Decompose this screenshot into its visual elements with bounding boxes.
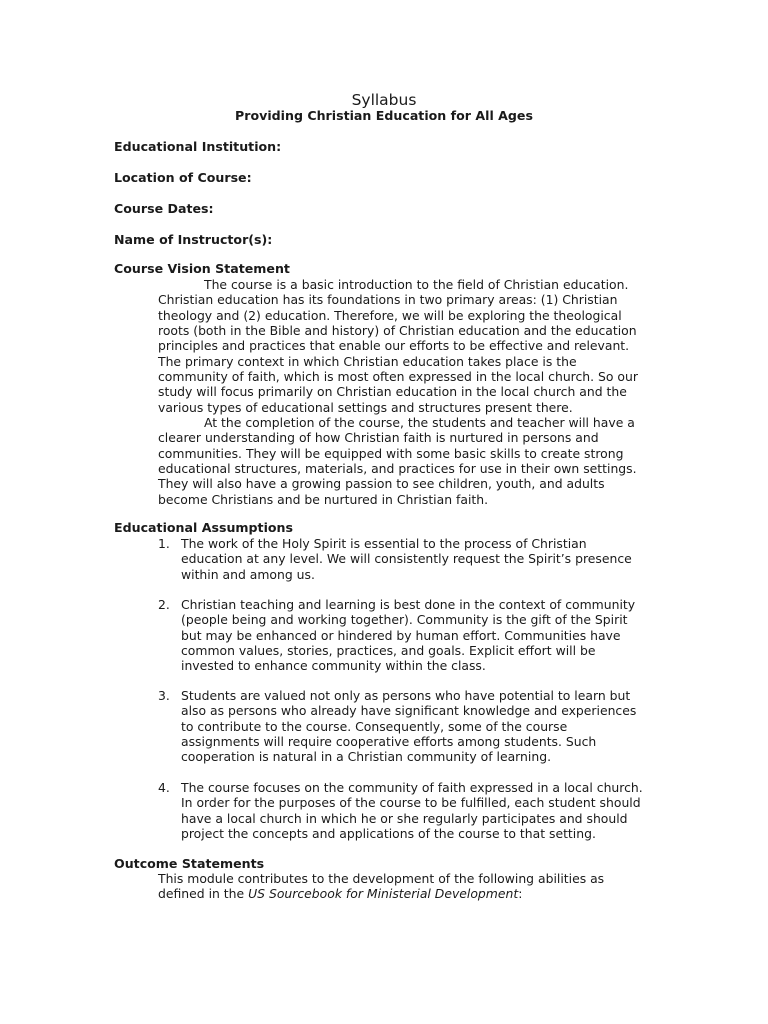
vision-p1-line: theology and (2) education. Therefore, we will be exploring the theological (158, 307, 622, 323)
vision-p1-line: principles and practices that enable our efforts to be effective and relevant. (158, 338, 630, 354)
list-number: 1. (158, 536, 170, 551)
assumption-line: also as persons who already have significant knowledge and experiences (181, 703, 637, 719)
outcomes-line-suffix: : (518, 886, 523, 902)
page-subtitle: Providing Christian Education for All Ages (235, 108, 533, 123)
assumption-line: Students are valued not only as persons who have potential to learn but (181, 688, 631, 703)
vision-p1-line: roots (both in the Bible and history) of Christian education and the education (158, 323, 637, 339)
assumption-line: have a local church in which he or she regularly participates and should (181, 810, 628, 826)
field-location: Location of Course: (114, 170, 252, 185)
assumption-line: invested to enhance community within the class. (181, 658, 486, 674)
vision-heading: Course Vision Statement (114, 261, 290, 276)
vision-p2-line: educational structures, materials, and practices for use in their own settings. (158, 461, 637, 477)
vision-paragraph-2 (158, 415, 648, 507)
assumption-line: cooperation is natural in a Christian community of learning. (181, 749, 552, 765)
list-number: 3. (158, 688, 170, 703)
assumption-line: (people being and working together). Community is the gift of the Spirit (181, 612, 628, 628)
assumption-line: Christian teaching and learning is best done in the context of community (181, 597, 636, 612)
assumption-line: assignments will require cooperative efforts among students. Such (181, 734, 597, 750)
outcomes-paragraph (158, 871, 648, 902)
assumption-line: project the concepts and applications of the course to that setting. (181, 826, 596, 842)
outcomes-line (158, 886, 648, 901)
outcomes-line: This module contributes to the development of the following abilities as (158, 871, 605, 886)
list-number: 2. (158, 597, 170, 612)
vision-p1-line: study will focus primarily on Christian education in the local church and the (158, 384, 627, 400)
sourcebook-title: US Sourcebook for Ministerial Development (248, 886, 519, 902)
outcomes-line-prefix: defined in the (158, 886, 249, 902)
field-dates: Course Dates: (114, 201, 214, 216)
vision-p1-line: The primary context in which Christian education takes place is the (158, 353, 577, 369)
assumption-line: common values, stories, practices, and goals. Explicit effort will be (181, 643, 596, 659)
vision-p2-line: At the completion of the course, the students and teacher will have a (204, 415, 635, 430)
assumption-line: within and among us. (181, 566, 315, 582)
vision-p2-line: become Christians and be nurtured in Christian faith. (158, 491, 489, 507)
assumption-line: The work of the Holy Spirit is essential to the process of Christian (181, 536, 587, 551)
vision-p1-line: various types of educational settings and structures present there. (158, 399, 573, 415)
page-title: Syllabus (351, 91, 417, 109)
list-number: 4. (158, 780, 170, 795)
assumption-line: to contribute to the course. Consequently, some of the course (181, 718, 568, 734)
field-institution: Educational Institution: (114, 139, 282, 154)
assumption-line: In order for the purposes of the course to be fulfilled, each student should (181, 795, 641, 811)
vision-p1-line: Christian education has its foundations in two primary areas: (1) Christian (158, 292, 618, 308)
assumption-line: education at any level. We will consistently request the Spirit’s presence (181, 551, 632, 567)
vision-paragraph-1 (158, 277, 648, 415)
assumption-line: but may be enhanced or hindered by human effort. Communities have (181, 627, 621, 643)
field-instructor: Name of Instructor(s): (114, 232, 273, 247)
vision-p2-line: They will also have a growing passion to see children, youth, and adults (158, 476, 605, 492)
assumption-line: The course focuses on the community of faith expressed in a local church. (181, 780, 643, 795)
assumptions-heading: Educational Assumptions (114, 520, 293, 535)
vision-p2-line: clearer understanding of how Christian faith is nurtured in persons and (158, 430, 599, 446)
vision-p2-line: communities. They will be equipped with some basic skills to create strong (158, 445, 624, 461)
outcomes-heading: Outcome Statements (114, 856, 265, 871)
vision-p1-line: The course is a basic introduction to the field of Christian education. (204, 277, 629, 292)
vision-p1-line: community of faith, which is most often expressed in the local church. So our (158, 369, 638, 385)
